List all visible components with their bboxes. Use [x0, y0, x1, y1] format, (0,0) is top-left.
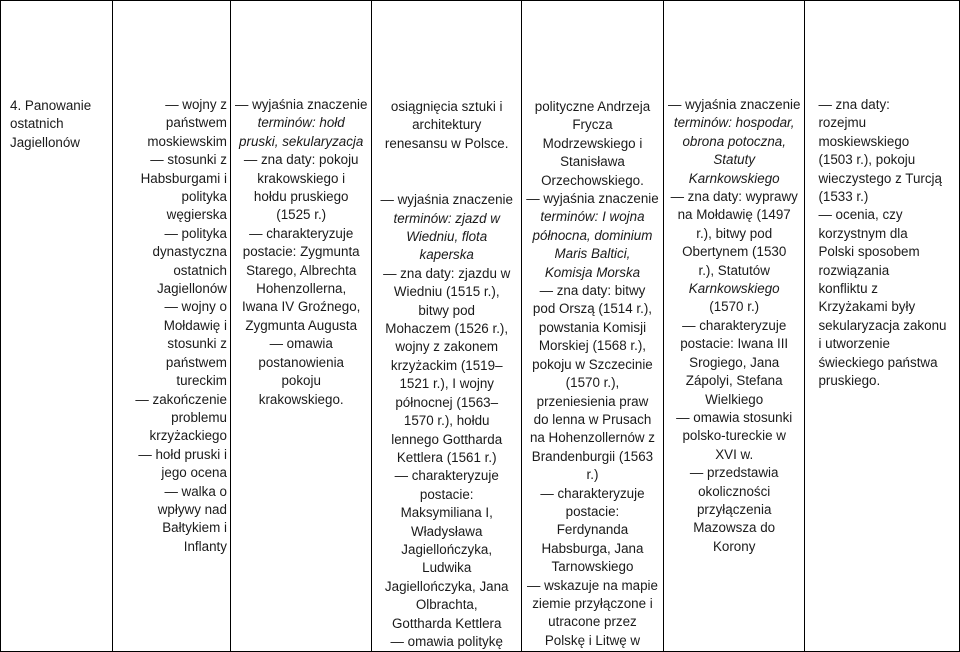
requirements-cell-level1 [230, 1, 371, 652]
text-line: Jagiellończyka, Jana [384, 578, 509, 594]
text-line: stosunki z [167, 336, 227, 352]
text-line: Karnkowskiego [688, 281, 780, 297]
text-line: Korony [712, 538, 756, 554]
requirements-cell-level4 [663, 1, 804, 652]
text-line: (1533 r.) [818, 189, 869, 205]
text-line: polityka [181, 189, 227, 205]
text-line: świeckiego państwa [818, 354, 938, 370]
text-line: — wyjaśnia znaczenie [380, 192, 513, 208]
text-line: Komisja Morska [544, 264, 641, 280]
text-line: konfliktu z [818, 281, 878, 297]
text-line: Hohenzollerna, [256, 281, 347, 297]
text-line: ostatnich [173, 262, 227, 278]
text-line: Iwana IV Groźnego, [242, 299, 361, 315]
text-line: 1521 r.), I wojny [399, 376, 494, 392]
text-line: terminów: hospodar, [673, 115, 795, 131]
text-line: wpływy nad [157, 501, 227, 517]
text-line: Tarnowskiego [551, 559, 634, 575]
text-line: — zna daty: bitwy [539, 283, 646, 299]
text-line: Ludwika [422, 560, 472, 576]
text-line: północnej (1563– [395, 394, 499, 410]
text-line: Wiedniu (1515 r.), [393, 284, 500, 300]
text-line: terminów: I wojna [540, 209, 645, 225]
text-line: postanowienia [258, 354, 344, 370]
text-line: powstania Komisji [538, 319, 647, 335]
text-line: bitwy pod [418, 302, 475, 318]
text-line: Polskę i Litwę w [544, 632, 641, 648]
text-line: pod Orszą (1514 r.), [532, 301, 653, 317]
text-line: krakowskiego i [257, 170, 346, 186]
text-line: Brandenburgii (1563 [531, 448, 654, 464]
text-line: — ocenia, czy [818, 207, 903, 223]
text-line: — zakończenie [135, 391, 227, 407]
text-line: — charakteryzuje [682, 317, 787, 333]
text-line: Maksymiliana I, [400, 505, 493, 521]
text-line: Starego, Albrechta [246, 262, 357, 278]
text-line: Bałtykiem i [162, 520, 227, 536]
text-line: Mołdawię i [163, 317, 227, 333]
text-line: wojny z zakonem [395, 339, 499, 355]
text-line: Mazowsza do [693, 520, 776, 536]
text-line: wieczystego z Turcją [818, 170, 942, 186]
text-line: Modrzewskiego i [542, 135, 643, 151]
text-line: Władysława [410, 523, 483, 539]
text-line: (1570 r.), [565, 375, 620, 391]
text-line: na Mołdawię (1497 [677, 207, 791, 223]
text-line: węgierska [166, 207, 227, 223]
text-line: Krzyżakami były [818, 299, 916, 315]
text-line: Statuty [713, 152, 756, 168]
text-line: Wielkiego [705, 391, 764, 407]
text-line: Orzechowskiego. [541, 172, 644, 188]
text-line: — charakteryzuje [540, 485, 645, 501]
text-line: rozwiązania [818, 262, 890, 278]
text-line: — przedstawia [689, 465, 779, 481]
text-line: Gottharda Kettlera [392, 615, 502, 631]
text-line: — wojny o [164, 299, 227, 315]
text-line: ziemie przyłączone i [532, 595, 653, 611]
main-text [526, 190, 659, 650]
carryover-text [376, 96, 517, 153]
text-line: Stanisława [560, 154, 625, 170]
text-line: terminów: hołd [257, 115, 345, 131]
text-line: przyłączenia [696, 501, 772, 517]
text-line: przeniesienia praw [536, 393, 649, 409]
text-line: krzyżackiego [149, 428, 227, 444]
main-text [376, 191, 517, 651]
text-line: postacie: Zygmunta [242, 244, 360, 260]
text-line: 1570 r.), hołdu [403, 413, 490, 429]
text-line: — hołd pruski i [138, 446, 227, 462]
text-line: Ferdynanda [556, 522, 629, 538]
topic-cell [1, 1, 113, 652]
requirements-cell-level5 [805, 1, 960, 652]
text-line: Obertynem (1530 [682, 244, 787, 260]
text-line: — zna daty: zjazdu w [383, 265, 511, 281]
text-line: — wyjaśnia znaczenie [667, 97, 801, 112]
text-line: pruski, sekularyzacja [239, 133, 364, 149]
text-line: Srogiego, Jana [689, 354, 780, 370]
text-line: Maris Baltici, [554, 246, 631, 262]
text-line: (1525 r.) [276, 207, 327, 223]
text-line: pruskiego. [818, 373, 881, 389]
text-line: — zna daty: wyprawy [670, 189, 798, 205]
text-line: — wyjaśnia znaczenie [234, 97, 368, 112]
text-line: — wojny z [165, 97, 227, 112]
text-line: — zna daty: [818, 97, 890, 112]
text-line: r.), Statutów [698, 262, 770, 278]
text-line: (1570 r.) [709, 299, 760, 315]
text-line: osiągnięcia sztuki i [390, 99, 503, 114]
text-line: — wyjaśnia znaczenie [526, 191, 659, 207]
text-line: postacie: [419, 486, 474, 502]
text-line: okoliczności [698, 483, 771, 499]
requirements-cell-level3 [521, 1, 663, 652]
text-line: północna, dominium [532, 227, 653, 243]
text-line: utracone przez [548, 614, 637, 630]
text-line: (1503 r.), pokoju [818, 152, 916, 168]
text-line: dynastyczna [152, 244, 227, 260]
text-line: krzyżackim (1519– [390, 357, 503, 373]
text-line: Habsburgami i [140, 170, 227, 186]
text-line: Frycza [572, 117, 613, 133]
text-line: hołdu pruskiego [253, 189, 349, 205]
text-line: Olbrachta, [415, 597, 478, 613]
text-line: Inflanty [183, 538, 227, 554]
topic-line: ostatnich [10, 116, 64, 132]
text-line: — polityka [164, 225, 227, 241]
text-line: renesansu w Polsce. [384, 135, 509, 151]
text-line: — charakteryzuje [249, 225, 354, 241]
text-line: państwem [165, 115, 227, 131]
text-line: moskiewskim [147, 133, 227, 149]
text-line: polityczne Andrzeja [534, 99, 651, 114]
text-line: — omawia politykę [390, 633, 503, 649]
requirements-cell-level2 [372, 1, 522, 652]
text-line: państwem [165, 354, 227, 370]
text-line: problemu [171, 409, 227, 425]
text-line: sekularyzacja zakonu [818, 317, 947, 333]
carryover-text [526, 96, 659, 190]
text-line: terminów: zjazd w [393, 210, 500, 226]
text-line: — omawia [269, 336, 333, 352]
text-line: pokoju w Szczecinie [532, 356, 653, 372]
text-line: r.), bitwy pod [696, 225, 773, 241]
text-line: Morskiej (1568 r.), [538, 338, 647, 354]
text-line: Mohaczem (1526 r.), [385, 321, 509, 337]
text-line: Zápolyi, Stefana [685, 373, 783, 389]
topic-line: 4. Panowanie [10, 98, 92, 113]
text-line: Jagiellończyka, [401, 541, 493, 557]
text-line: Habsburga, Jana [541, 540, 644, 556]
text-line: na Hohenzollernów z [529, 430, 655, 446]
text-line: lennego Gottharda [391, 431, 503, 447]
text-line: krakowskiego. [258, 391, 344, 407]
text-line: — walka o [164, 483, 227, 499]
text-line: Zygmunta Augusta [245, 317, 358, 333]
text-line: Karnkowskiego [688, 170, 780, 186]
text-line: kaperska [419, 247, 474, 263]
text-line: — wskazuje na mapie [526, 577, 658, 593]
text-line: postacie: Iwana III [680, 336, 789, 352]
topic-line: Jagiellonów [10, 134, 80, 150]
text-line: jego ocena [161, 465, 227, 481]
text-line: pokoju [281, 373, 321, 389]
text-line: Polski sposobem [818, 244, 920, 260]
text-line: korzystnym dla [818, 225, 908, 241]
text-line: Jagiellonów [156, 281, 227, 297]
text-line: — stosunki z [150, 152, 227, 168]
text-line: tureckim [176, 373, 227, 389]
text-line: moskiewskiego [818, 133, 910, 149]
text-line: — zna daty: pokoju [243, 152, 359, 168]
text-line: rozejmu [818, 115, 867, 131]
text-line: — omawia stosunki [676, 409, 793, 425]
text-line: do lenna w Prusach [533, 411, 652, 427]
text-line: polsko-tureckie w [682, 428, 786, 444]
content-cell [112, 1, 230, 652]
text-line: Wiedniu, flota [406, 229, 488, 245]
text-line: architektury [412, 117, 482, 133]
text-line: Kettlera (1561 r.) [396, 449, 497, 465]
text-line: r.) [586, 467, 599, 483]
text-line: XVI w. [715, 446, 754, 462]
text-line: i utworzenie [818, 336, 890, 352]
text-line: postacie: [565, 503, 620, 519]
text-line: obrona potoczna, [682, 133, 786, 149]
text-line: — charakteryzuje [394, 468, 499, 484]
